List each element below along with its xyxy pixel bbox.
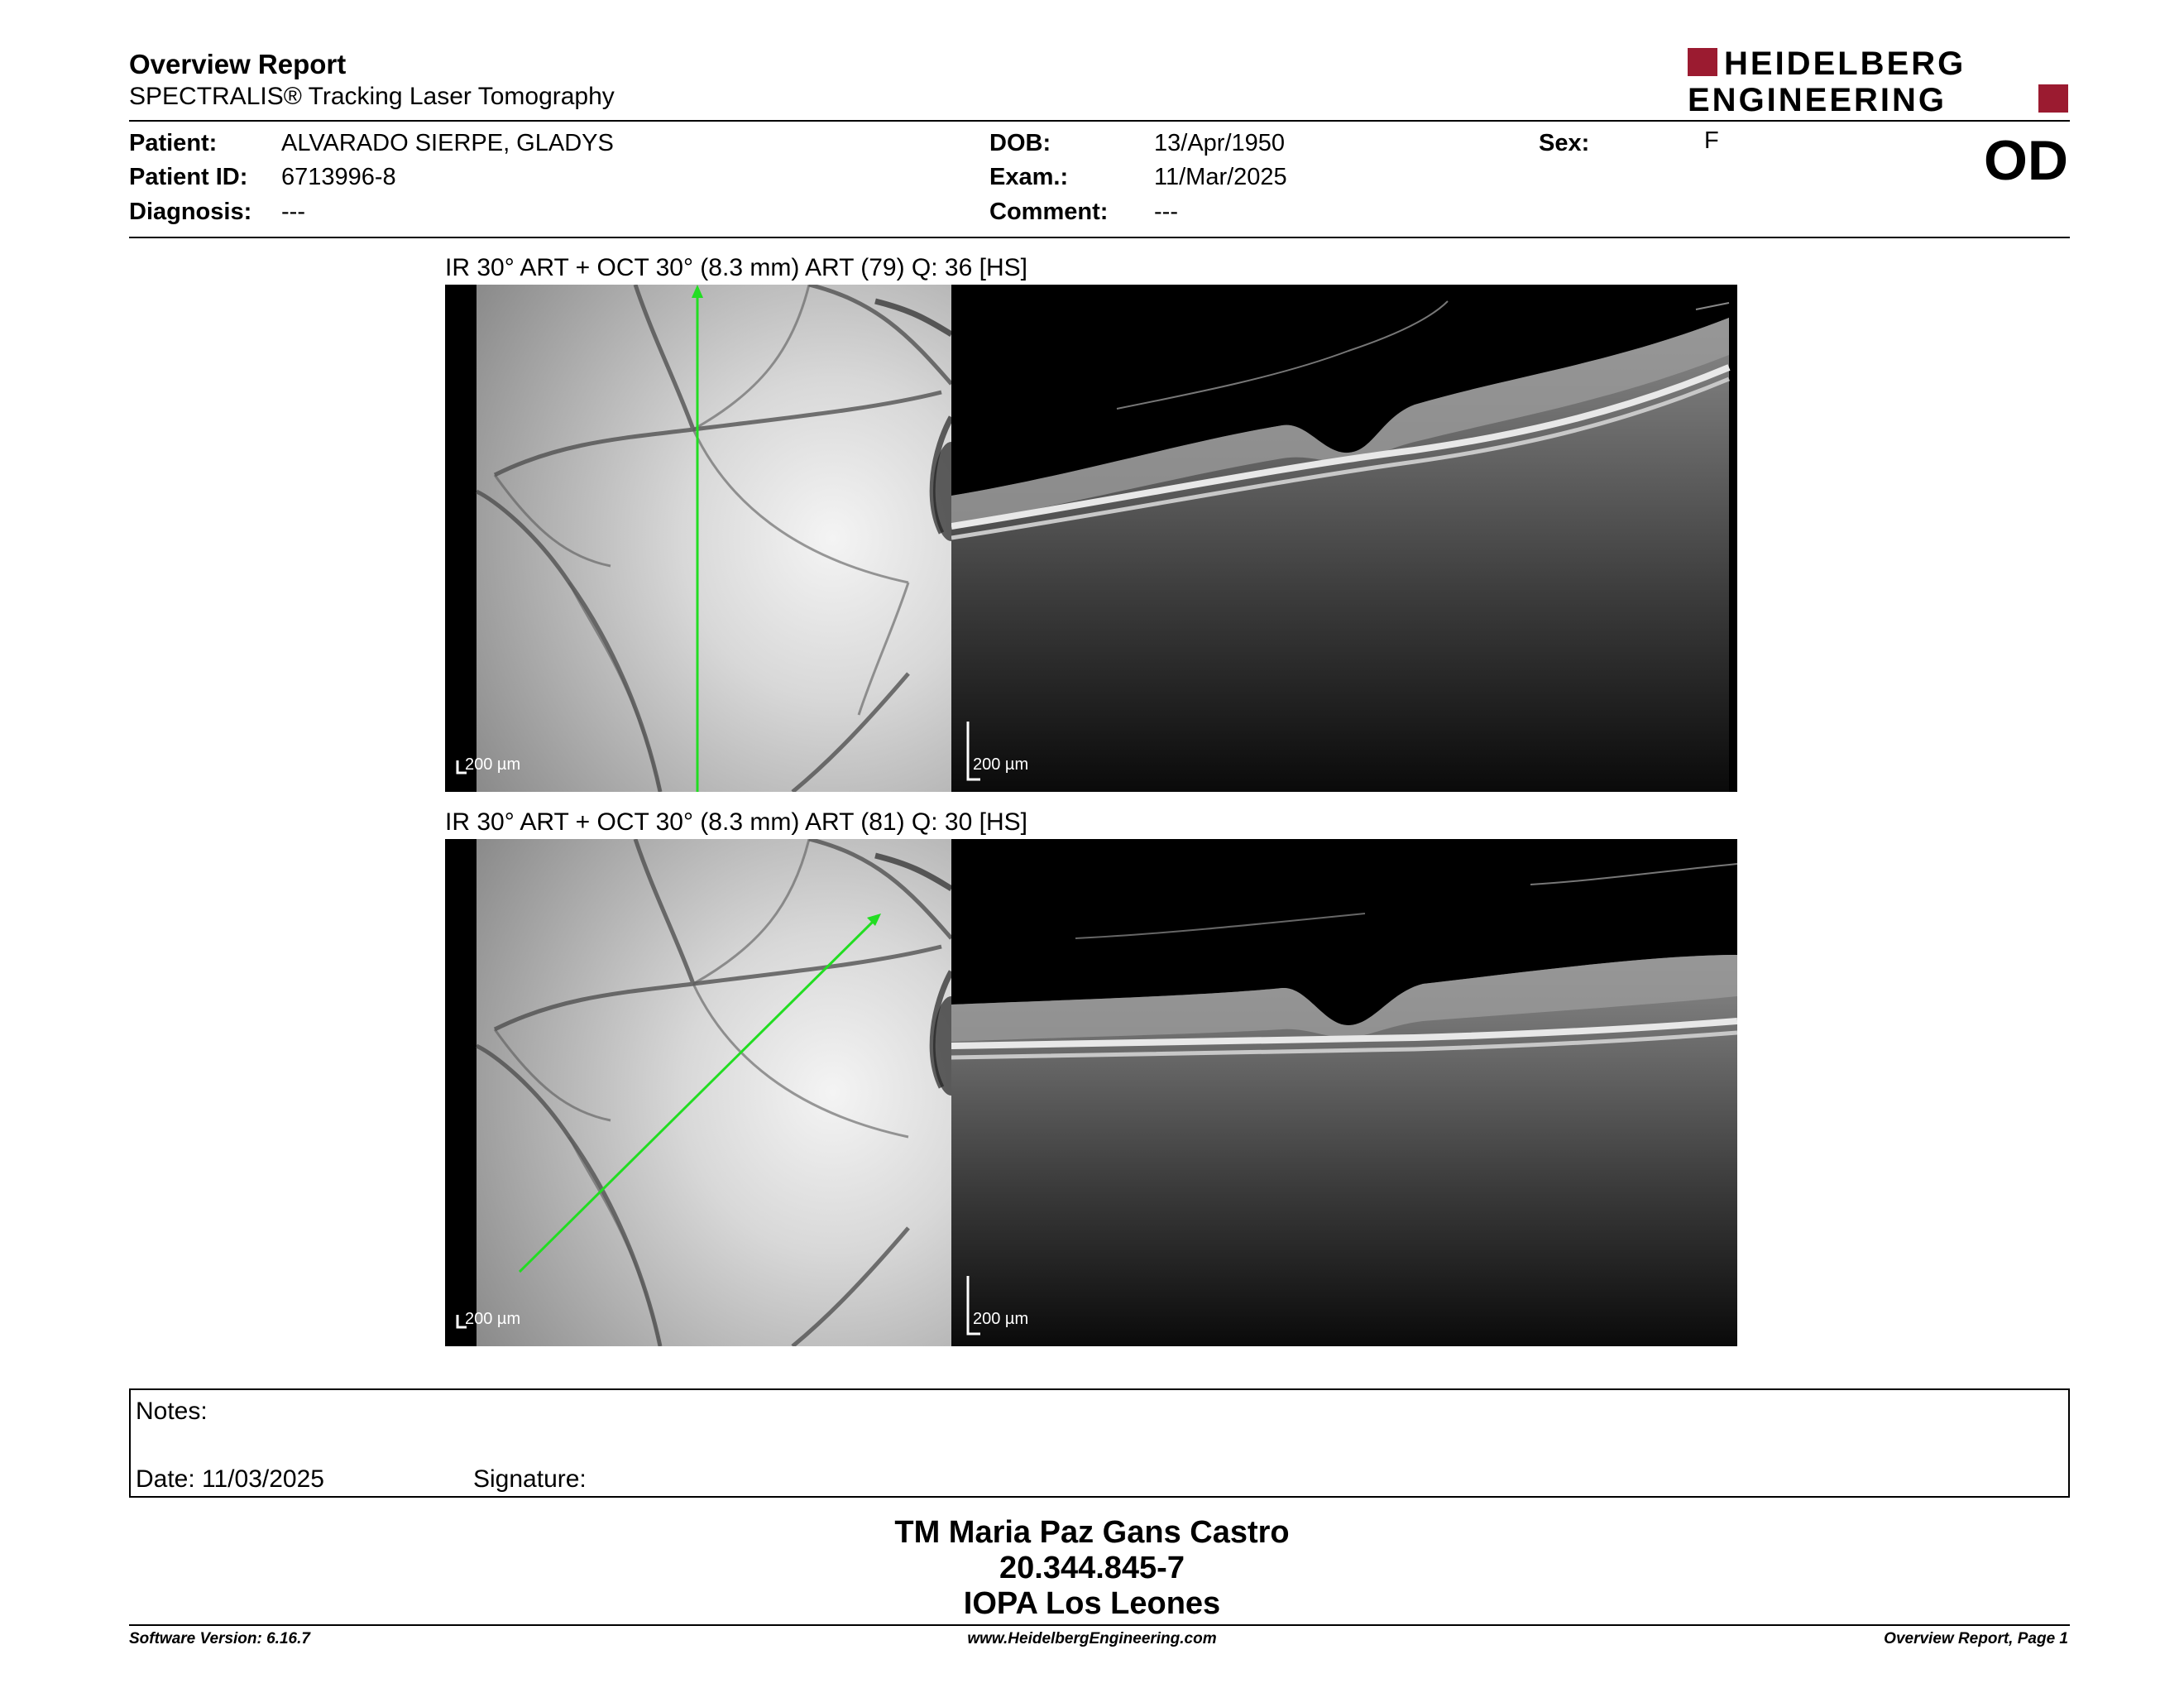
patient-id: 6713996-8 (281, 164, 396, 190)
notes-label: Notes: (136, 1398, 208, 1425)
eye-indicator: OD (1984, 129, 2068, 192)
website-link[interactable]: www.HeidelbergEngineering.com (967, 1630, 1217, 1647)
dob-value: 13/Apr/1950 (1154, 130, 1286, 156)
scan-1-caption: IR 30° ART + OCT 30° (8.3 mm) ART (79) Q: 36 [HS] (445, 254, 1027, 281)
logo-line2: ENGINEERING (1688, 82, 1947, 116)
comment-label: Comment: (989, 199, 1109, 225)
notes-date: Date: 11/03/2025 (136, 1465, 324, 1493)
heidelberg-engineering-logo (1688, 46, 2068, 116)
patient-label: Patient: (129, 130, 218, 156)
comment-value: --- (1154, 199, 1178, 225)
sex-label: Sex: (1539, 130, 1590, 156)
scan-2-caption: IR 30° ART + OCT 30° (8.3 mm) ART (81) Q: 30 [HS] (445, 808, 1027, 836)
footer-divider (129, 1624, 2070, 1626)
report-title: Overview Report (129, 49, 347, 79)
exam-date: 11/Mar/2025 (1154, 164, 1287, 190)
software-version: Software Version: 6.16.7 (129, 1630, 310, 1647)
ir-scale-2: 200 µm (465, 1310, 521, 1328)
diagnosis-value: --- (281, 199, 305, 225)
patient-divider (129, 237, 2070, 238)
ir-fundus-image-1 (445, 285, 951, 792)
signature-label: Signature: (473, 1465, 587, 1493)
oct-scale-1: 200 µm (973, 755, 1029, 774)
dob-label: DOB: (989, 130, 1051, 156)
ir-fundus-image-2 (445, 839, 951, 1346)
signer-id: 20.344.845-7 (999, 1551, 1185, 1585)
page-indicator: Overview Report, Page 1 (1884, 1630, 2068, 1647)
signer-name: TM Maria Paz Gans Castro (894, 1515, 1290, 1550)
diagnosis-label: Diagnosis: (129, 199, 252, 225)
oct-bscan-image-2 (951, 839, 1737, 1346)
oct-bscan-image-1 (951, 285, 1737, 792)
notes-box (129, 1388, 2070, 1498)
sex-value: F (1704, 127, 1719, 154)
patient-name: ALVARADO SIERPE, GLADYS (281, 130, 614, 156)
report-subtitle: SPECTRALIS® Tracking Laser Tomography (129, 83, 615, 110)
oct-scale-2: 200 µm (973, 1310, 1029, 1328)
patient-id-label: Patient ID: (129, 164, 248, 190)
logo-line1: HEIDELBERG (1724, 46, 1966, 82)
signer-institution: IOPA Los Leones (963, 1586, 1221, 1621)
header-divider (129, 120, 2070, 122)
ir-scale-1: 200 µm (465, 755, 521, 774)
exam-label: Exam.: (989, 164, 1069, 190)
